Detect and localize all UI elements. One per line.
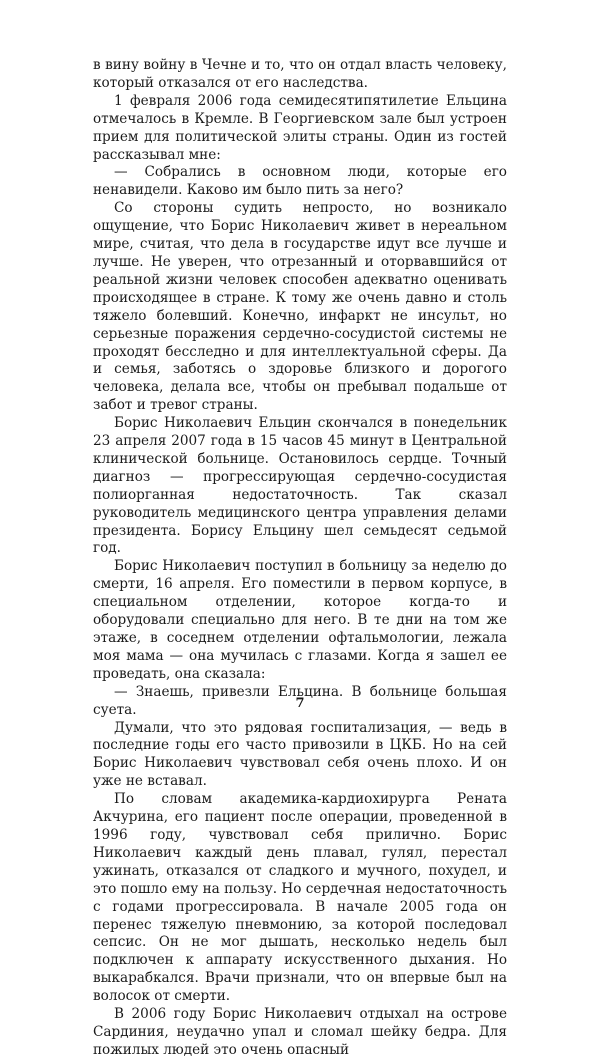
page-number: 7 — [295, 696, 305, 711]
paragraph: в вину войну в Чечне и то, что он отдал власть человеку, который отказался от его наследства. — [93, 57, 507, 91]
paragraph: Борис Николаевич Ельцин скончался в понедельник 23 апреля 2007 года в 15 часов 45 минут в Центральной клинической больнице. Остановилось сердце. Точный диагноз — прогрессирующая сердечно-сосудистая полиорганная недостаточность. Так сказал руководитель медицинского центра управления делами президента. Борису Ельцину шел семьдесят седьмой год. — [93, 415, 507, 557]
paragraph: Борис Николаевич поступил в больницу за неделю до смерти, 16 апреля. Его поместили в первом корпусе, в специальном отделении, которое когда-то и оборудовали специально для него. В те дни на том же этаже, в соседнем отделении офтальмологии, лежала моя мама — она мучилась с глазами. Когда я зашел ее проведать, она сказала: — [93, 558, 507, 682]
paragraph: По словам академика-кардиохирурга Рената Акчурина, его пациент после операции, проведенной в 1996 году, чувствовал себя прилично. Борис Николаевич каждый день плавал, гулял, перестал ужинать, отказался от сладкого и мучного, похудел, и это пошло ему на пользу. Но сердечная недостаточность с годами прогрессировала. В начале 2005 года он перенес тяжелую пневмонию, за которой последовал сепсис. Он не мог дышать, несколько недель был подключен к аппарату искусственного дыхания. Но выкарабкался. Врачи признали, что он впервые был на волосок от смерти. — [93, 791, 507, 1005]
paragraph: Со стороны судить непросто, но возникало ощущение, что Борис Николаевич живет в нереальном мире, считая, что дела в государстве идут все лучше и лучше. Не уверен, что отрезанный и оторвавшийся от реальной жизни человек способен адекватно оценивать происходящее в стране. К тому же очень давно и столь тяжело болевший. Конечно, инфаркт не инсульт, но серьезные поражения сердечно-сосудистой системы не проходят бесследно и для интеллектуальной сферы. Да и семья, заботясь о здоровье близкого и дорогого человека, делала все, чтобы он пребывал подальше от забот и тревог страны. — [93, 200, 507, 414]
paragraph: 1 февраля 2006 года семидесятипятилетие Ельцина отмечалось в Кремле. В Георгиевском зале был устроен прием для политической элиты страны. Один из гостей рассказывал мне: — [93, 92, 507, 163]
body-text — [93, 57, 507, 1060]
paragraph: — Собрались в основном люди, которые его ненавидели. Каково им было пить за него? — [93, 164, 507, 199]
paragraph: — Знаешь, привезли Ельцина. В больнице большая суета. — [93, 683, 507, 718]
paragraph: Думали, что это рядовая госпитализация, — ведь в последние годы его часто привозили в ЦКБ. Но на сей Борис Николаевич чувствовал себя очень плохо. И он уже не вставал. — [93, 719, 507, 790]
paragraph: В 2006 году Борис Николаевич отдыхал на острове Сардиния, неудачно упал и сломал шейку бедра. Для пожилых людей это очень опасный — [93, 1006, 507, 1058]
